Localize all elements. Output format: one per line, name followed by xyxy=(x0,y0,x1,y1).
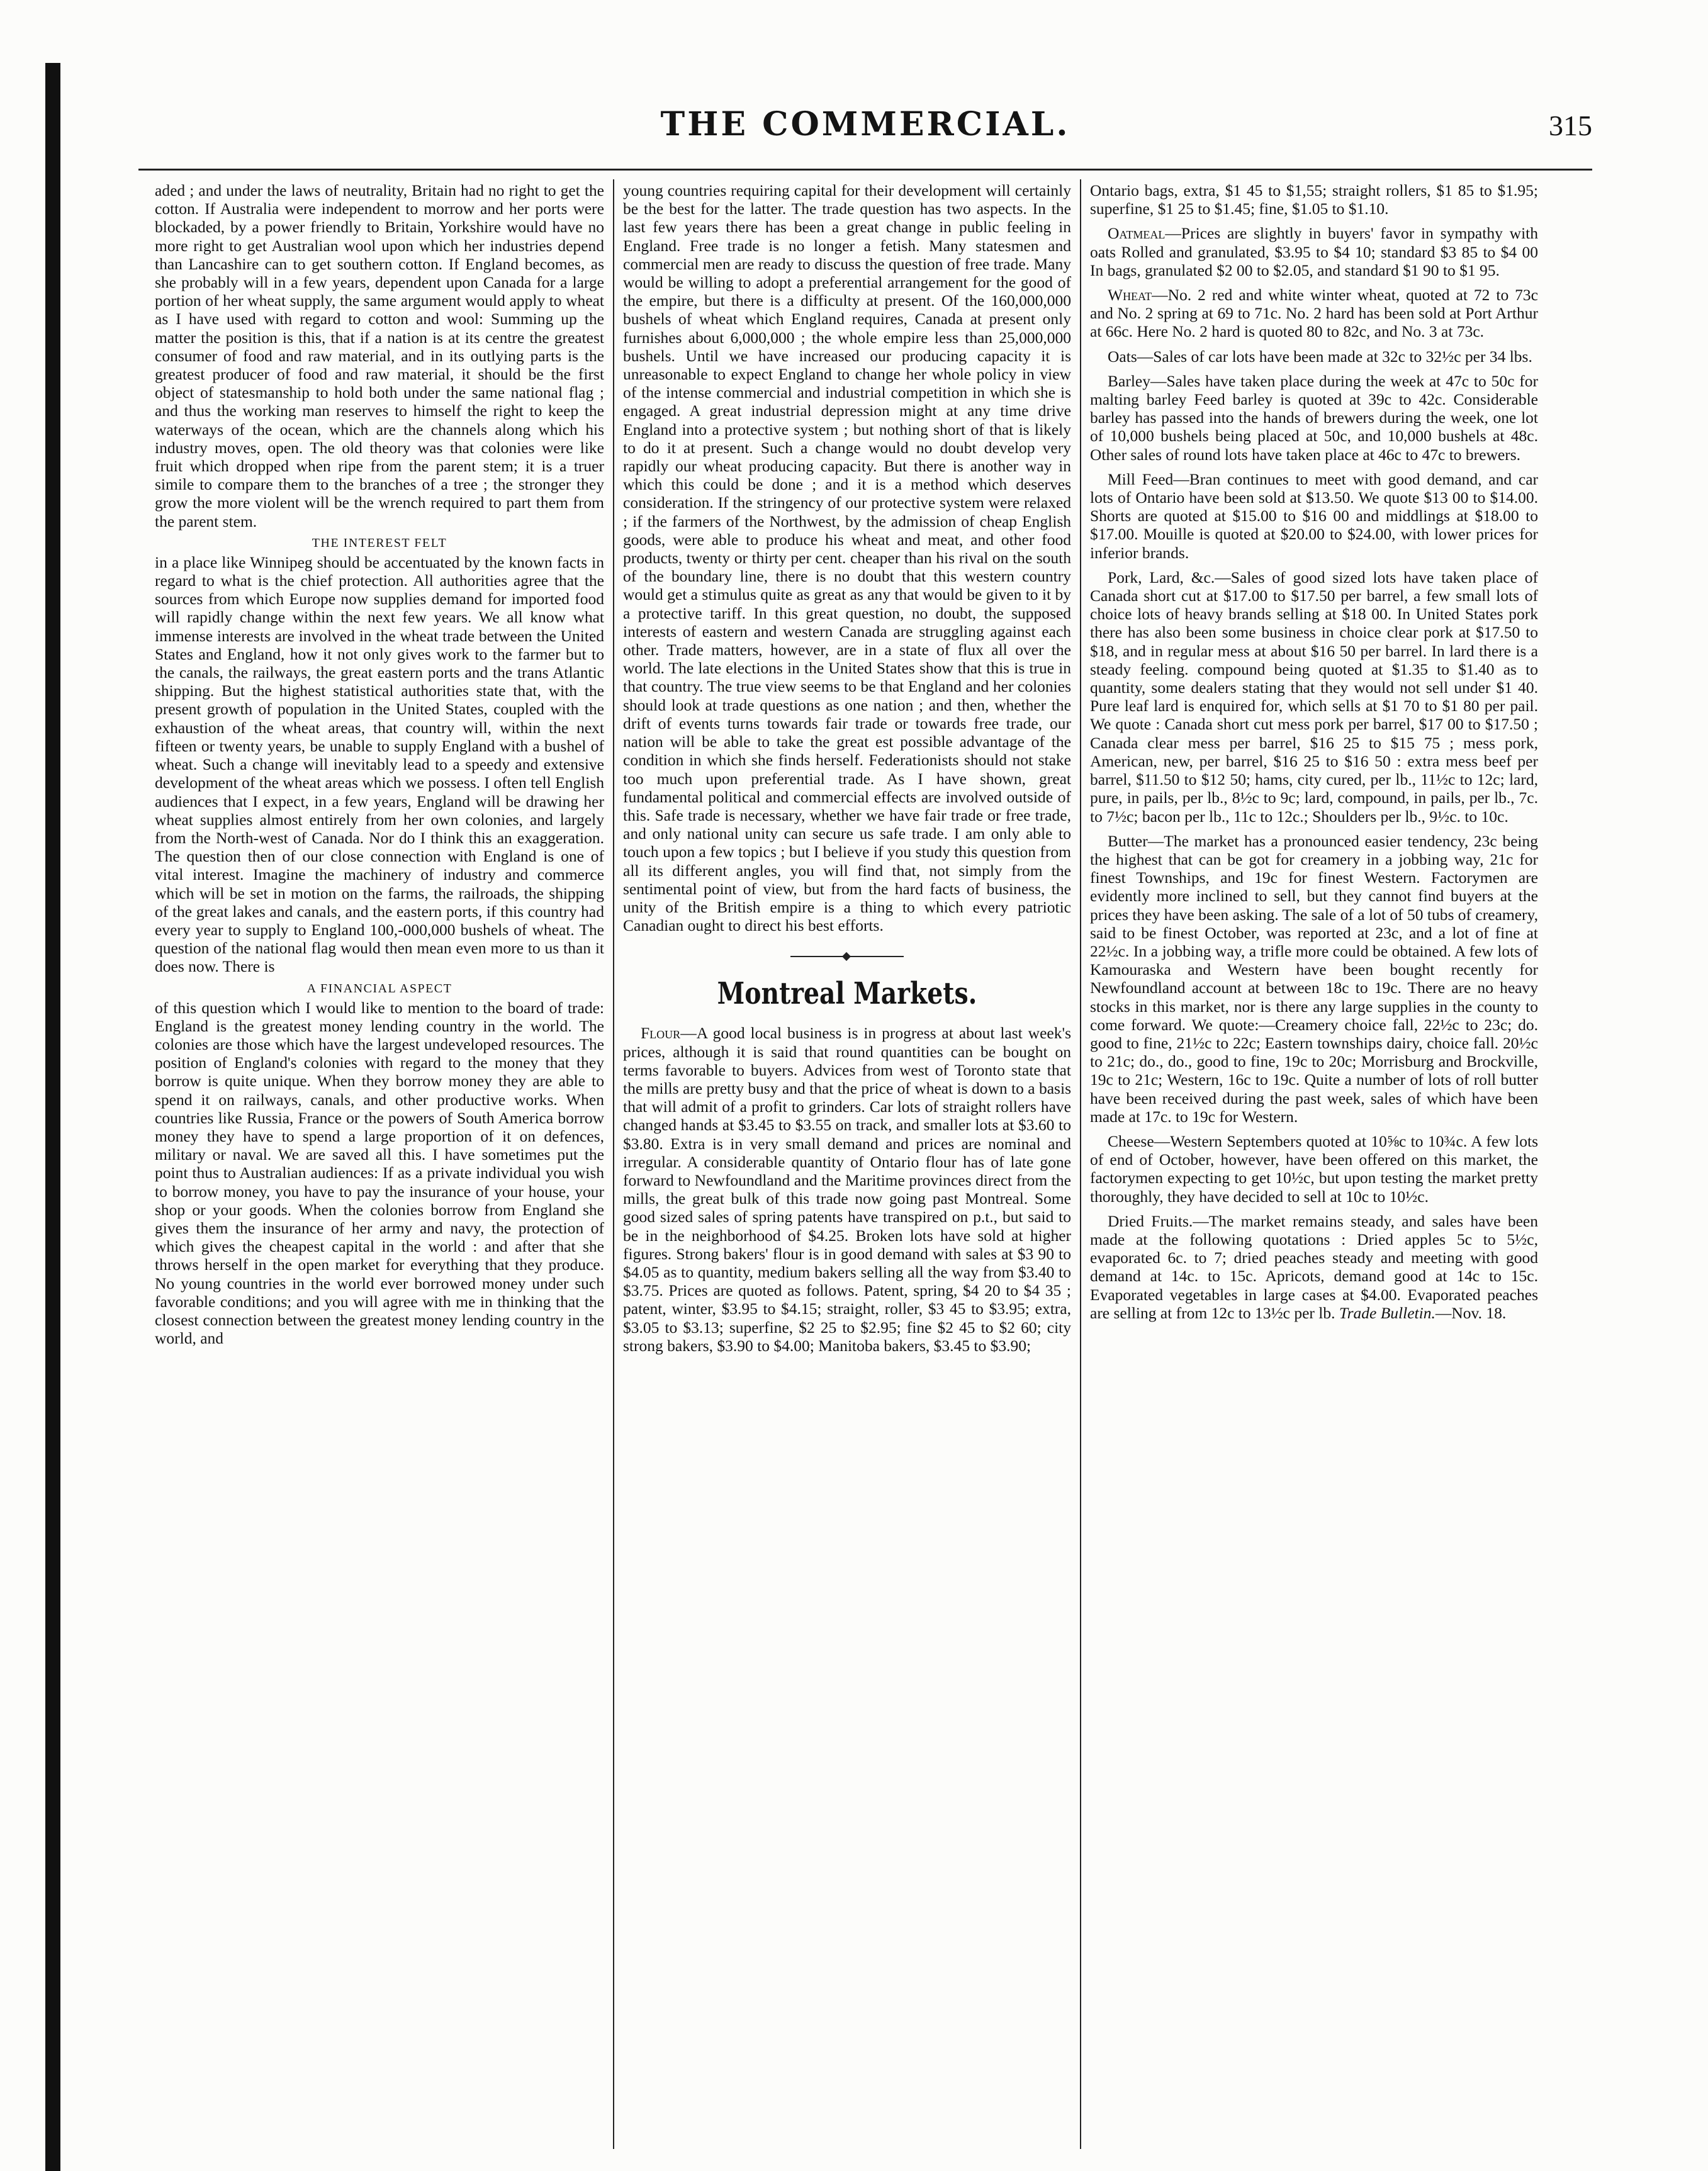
section-divider xyxy=(790,956,904,957)
market-report-barley: Barley—Sales have taken place during the week at 47c to 50c for malting barley Feed barley is quoted at 39c to 42c. Considerable barley has passed into the hands of brewers during the week, one lot of 10,000 bushels being placed at 50c, and 10,000 bushels at 48c. Other sales of round lots have taken place at 46c to 47c to brewers. xyxy=(1090,371,1538,464)
page-number: 315 xyxy=(1549,109,1592,142)
market-report-wheat: Wheat—No. 2 red and white winter wheat, quoted at 72 to 73c and No. 2 spring at 69 to 71c. No. 2 hard has been sold at Port Arthur at 66c. Here No. 2 hard is quoted 80 to 82c, and No. 3 at 73c. xyxy=(1090,286,1538,341)
article-column-1 xyxy=(155,181,604,1347)
market-report-oats: Oats—Sales of car lots have been made at 32c to 32½c per 34 lbs. xyxy=(1108,347,1532,366)
column-divider-2 xyxy=(1080,179,1081,2149)
source-date: —Nov. 18. xyxy=(1435,1303,1507,1322)
section-subheading: THE INTEREST FELT xyxy=(312,536,447,550)
market-report-millfeed: Mill Feed—Bran continues to meet with good demand, and car lots of Ontario have been sold at $13.50. We quote $13 00 to $14.00. Shorts are quoted at $15.00 to $16 00 and middlings at $18.00 to $17.00. Mouille is quoted at $20.00 to $24.00, with lower prices for inferior brands. xyxy=(1090,469,1538,562)
article-paragraph: young countries requiring capital for their development will certainly be the best for the latter. The trade question has two aspects. In the last few years there has been a great change in public feeling in England. Free trade is no longer a fetish. Many statesmen and commercial men are ready to discuss the question of free trade. Many would be willing to adopt a preferential arrangement for the good of the empire, but there is a difficulty at present. Of the 160,000,000 bushels of wheat which England requires, Canada at present only furnishes about 6,000,000 ; the whole empire less than 25,000,000 bushels. Until we have increased our producing capacity it is unreasonable to expect England to change her whole policy in view of the intense commercial and industrial competition in which she is engaged. A great industrial depression might at any time drive England into a protective system ; but nothing short of that is likely to do it at present. Such a change would no doubt develop very rapidly our wheat producing capacity. But there is another way in which this could be done ; and it is a method which deserves consideration. If the stringency of our protective system were relaxed ; if the farmers of the Northwest, by the admission of cheap English goods, were able to produce his wheat and meat, and other food products, twenty or thirty per cent. cheaper than his rival on the south of the boundary line, there is no doubt that this western country would get a stimulus quite as great as any that would be given to it by a protective tariff. In this great question, no doubt, the supposed interests of eastern and western Canada are struggling against each other. Trade matters, however, are in a state of flux all over the world. The late elections in the United States show that this is true in that country. The true view seems to be that England and her colonies should look at trade questions as one nation ; and then, whether the drift of events turns towards fair trade or towards free trade, our nation will be able to take the great est possible advantage of the condition in which she finds herself. Federationists should not stake too much upon preferential trade. As I have shown, great fundamental political and commercial effects are involved outside of this. Safe trade is necessary, whether we have fair trade or free trade, and only national unity can secure us safe trade. I am only able to touch upon a few topics ; but I believe if you study this question from all its different angles, you will find that, not simply from the sentimental point of view, but from the hard facts of business, the unity of the British empire is a thing to which every patriotic Canadian ought to direct his best efforts. xyxy=(623,181,1071,935)
market-report-oatmeal: Oatmeal—Prices are slightly in buyers' favor in sympathy with oats Rolled and granulated, $3.95 to $4 10; standard $3 85 to $4 00 In bags, granulated $2 00 to $2.05, and standard $1 90 to $1 95. xyxy=(1090,224,1538,279)
market-report-flour: Flour—A good local business is in progress at about last week's prices, although it is said that round quantities can be bought on terms favorable to buyers. Advices from west of Toronto state that the mills are pretty busy and that the price of wheat is down to a basis that will admit of a profit to grinders. Car lots of straight rollers have changed hands at $3.45 to $3.55 on track, and smaller lots at $3.60 to $3.80. Extra is in very small demand and prices are nominal and irregular. A considerable quantity of Ontario flour has of late gone forward to Newfoundland and the Maritime provinces direct from the mills, the great bulk of this trade now going past Montreal. Some good sized sales of spring patents have transpired on p.t., but said to be in the neighborhood of $4.25. Broken lots have sold at higher figures. Strong bakers' flour is in good demand with sales at $3 90 to $4.05 as to quantity, medium bakers selling all the way from $3.40 to $3.75. Prices are quoted as follows. Patent, spring, $4 20 to $4 35 ; patent, winter, $3.95 to $4.15; straight, roller, $3 45 to $3.95; extra, $3.05 to $3.13; superfine, $2 25 to $2.95; fine $2 45 to $2 60; city strong bakers, $3.90 to $4.00; Manitoba bakers, $3.45 to $3.90; xyxy=(623,1024,1071,1355)
article-paragraph: aded ; and under the laws of neutrality, Britain had no right to get the cotton. If Australia were independent to morrow and her ports were blockaded, by a power friendly to Britain, Yorkshire would have no more right to get Australian wool upon which her industries depend than Lancashire can to get southern cotton. If England becomes, as she probably will in a few years, dependent upon Canada for a large portion of her wheat supply, the same argument would apply to wheat as I have used with regard to cotton and wool: Summing up the matter the position is this, that if a nation is at its centre the greatest consumer of food and raw material, and in its outlying parts is the greatest producer of food and raw material, it should be the first object of statesmanship to hold both under the same national flag ; and thus the working man reserves to himself the right to keep the waterways of the ocean, which are the channels along which his industry moves, open. The old theory was that colonies were like fruit which dropped when ripe from the parent stem; it is a truer simile to compare them to the branches of a tree ; the stronger they grow the more violent will be the wrench required to part them from the parent stem. xyxy=(155,181,604,530)
column-divider-1 xyxy=(613,179,614,2149)
market-report-pork: Pork, Lard, &c.—Sales of good sized lots have taken place of Canada short cut at $17.00 to $17.50 per barrel, a few small lots of choice lots of heavy brands selling at $18 00. In United States pork there has also been some business in choice clear pork at $17.50 to $18, and in regular mess at about $16 50 per barrel. In lard there is a steady feeling. compound being quoted at $1.35 to $1.40 as to quantity, some dealers stating that they would not sell under $1 40. Pure leaf lard is enquired for, which sells at $1 70 to $1 80 per pail. We quote : Canada short cut mess pork per barrel, $17 00 to $17.50 ; Canada clear mess per barrel, $16 25 to $15 75 ; mess pork, American, new, per barrel, $16 25 to $16 50 : extra mess beef per barrel, $11.50 to $12 50; hams, city cured, per lb., 11½c to 12c; lard, pure, in pails, per lb., 8½c to 9c; lard, compound, in pails, per lb., 7c. to 7½c; bacon per lb., 11c to 12c.; Shoulders per lb., 9½c. to 10c. xyxy=(1090,568,1538,826)
article-paragraph: in a place like Winnipeg should be accentuated by the known facts in regard to what is the chief protection. All authorities agree that the sources from which Europe now supplies demand for imported food will rapidly change within the next few years. We all know what immense interests are involved in the wheat trade between the United States and England, how it not only gives work to the farmer but to the canals, the railways, the great eastern ports and the trans Atlantic shipping. But the highest statistical authorities state that, with the present growth of population in the United States, coupled with the exhaustion of the wheat areas, that country will, within the next fifteen or twenty years, be unable to supply England with a bushel of wheat. Such a change will inevitably lead to a speedy and extensive development of the wheat areas which we possess. I often tell English audiences that I expect, in a few years, England will be drawing her wheat supplies almost entirely from her own colonies, and largely from the North-west of Canada. Nor do I think this an exaggeration. The question then of our close connection with England is one of vital interest. Imagine the machinery of industry and commerce which will be set in motion on the farms, the railroads, the shipping of the great lakes and canals, and the eastern ports, if this country had every year to supply to England 100,-000,000 bushels of wheat. The question of the national flag would then mean even more to us than it does now. There is xyxy=(155,553,604,976)
masthead-title: THE COMMERCIAL. xyxy=(660,105,1070,143)
page-header xyxy=(138,106,1592,143)
market-column-3 xyxy=(1090,181,1538,1322)
item-lead: Flour xyxy=(641,1024,681,1043)
market-report-dried-fruits: Dried Fruits.—The market remains steady, and sales have been made at the following quotations : Dried apples 5c to 5½c, evaporated 6c. to 7; dried peaches steady and meeting with good demand at 14c. to 15c. Apricots, demand good at 14c to 15c. Evaporated vegetables in large cases at $4.00. Evaporated peaches are selling at from 12c to 13½c per lb. Trade Bulletin.—Nov. 18. xyxy=(1090,1211,1538,1322)
source-citation: Trade Bulletin. xyxy=(1339,1303,1436,1322)
section-subheading: A FINANCIAL ASPECT xyxy=(306,981,452,996)
article-column-2 xyxy=(623,181,1071,1355)
market-paragraph: Ontario bags, extra, $1 45 to $1,55; straight rollers, $1 85 to $1.95; superfine, $1 25 to $1.45; fine, $1.05 to $1.10. xyxy=(1090,181,1538,218)
section-title: Montreal Markets. xyxy=(717,976,977,1012)
market-report-butter: Butter—The market has a pronounced easier tendency, 23c being the highest that can be got for creamery in a jobbing way, 21c for finest Townships, and 19c for finest Western. Factorymen are evidently more inclined to sell, but they cannot find buyers at the prices they have been asking. The sale of a lot of 50 tubs of creamery, said to be finest October, was reported at 23c, and a lot of fine at 22½c. In a jobbing way, a trifle more could be obtained. A few lots of Kamouraska and Western have been bought recently for Newfoundland account at between 18c to 19c. There are no heavy stocks in this market, nor is there any large supplies in the county to come forward. We quote:—Creamery choice fall, 22½c to 23c; do. good to fine, 21½c to 22c; Eastern townships dairy, choice fall. 20½c to 21c; do., do., good to fine, 19c to 20c; Morrisburg and Brockville, 19c to 21c; Western, 16c to 19c. Quite a number of lots of roll butter have been received during the past week, sales of which have been made at 17c. to 19c for Western. xyxy=(1090,831,1538,1126)
header-rule xyxy=(138,169,1592,171)
page-binding-edge xyxy=(45,63,60,2171)
item-lead: Wheat xyxy=(1108,286,1152,305)
article-paragraph: of this question which I would like to mention to the board of trade: England is the greatest money lending country in the world. The colonies are those which have the largest undeveloped resources. The position of England's colonies with regard to the money that they borrow is quite unique. When they borrow money they are able to spend it on railways, canals, and other productive works. When countries like Russia, France or the powers of South America borrow money they have to spend a large proportion of it on defences, military or naval. We are saved all this. I have sometimes put the point thus to Australian audiences: If as a private individual you wish to borrow money, you have to pay the insurance of your house, your shop or your goods. When the colonies borrow from England she gives them the insurance of her army and navy, the protection of which gives the cheapest capital in the world : and after that she throws herself in the open market for everything that they produce. No young countries in the world ever borrowed money under such favorable conditions; and you will agree with me in thinking that the closest connection between the greatest money lending country in the world, and xyxy=(155,998,604,1348)
market-report-cheese: Cheese—Western Septembers quoted at 10⅝c to 10¾c. A few lots of end of October, however, have been offered on this market, the factorymen expecting to get 10½c, but upon testing the market pretty thoroughly, they have decided to sell at 10c to 10½c. xyxy=(1090,1131,1538,1206)
item-lead: Oatmeal xyxy=(1108,224,1166,243)
